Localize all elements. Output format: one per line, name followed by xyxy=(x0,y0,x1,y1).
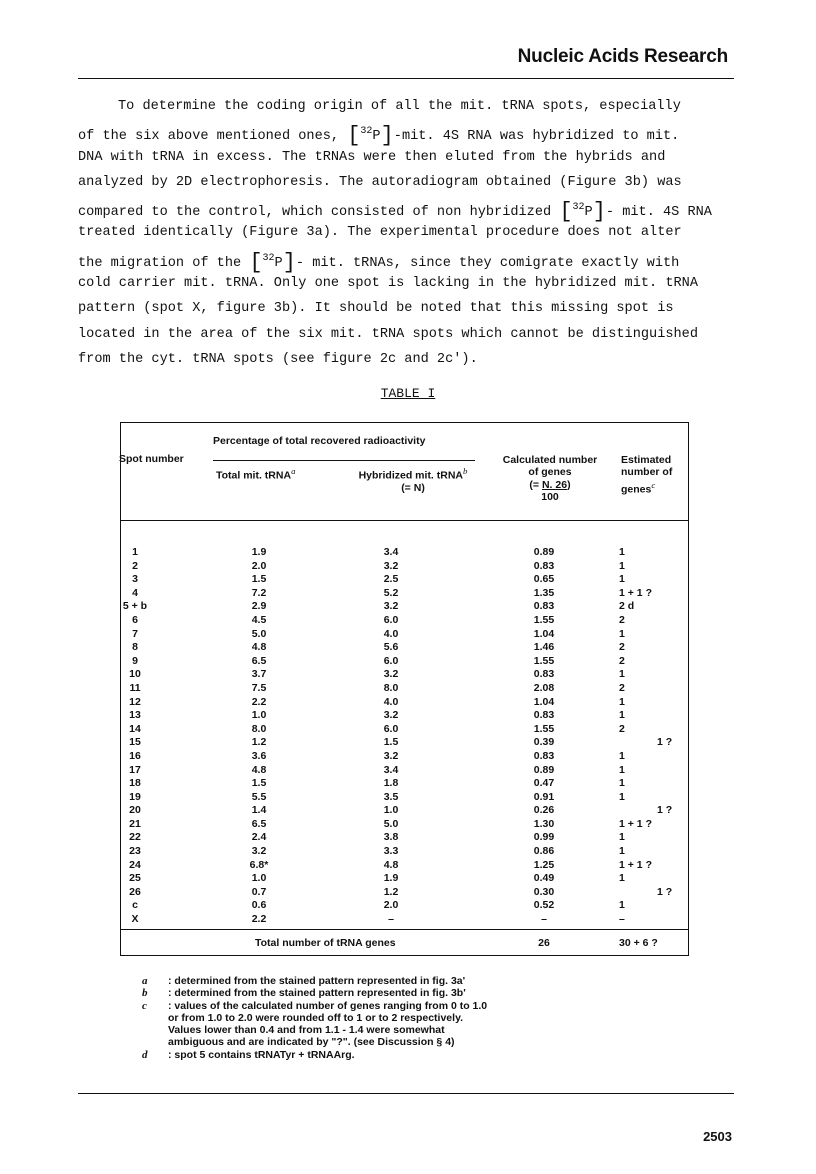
cell-calculated: 0.49 xyxy=(533,872,555,885)
cell-total: 6.5 xyxy=(251,654,267,667)
footer-separator xyxy=(121,929,688,930)
cell-total: 1.2 xyxy=(251,736,267,749)
header-calc-line: of genes xyxy=(528,466,572,479)
cell-hybridized: 6.0 xyxy=(383,613,399,626)
footnote-marker: b xyxy=(463,466,468,476)
text-line: located in the area of the six mit. tRNA spots which cannot be distinguished xyxy=(78,326,698,342)
table-row xyxy=(121,546,688,560)
cell-hybridized: 4.0 xyxy=(383,695,399,708)
cell-calculated: 0.83 xyxy=(533,600,555,613)
table-row xyxy=(121,886,688,900)
footnotes xyxy=(140,975,487,1061)
cell-calculated: 0.83 xyxy=(533,749,555,762)
header-separator xyxy=(121,520,688,521)
isotope-element: P xyxy=(274,255,283,271)
cell-hybridized: 3.2 xyxy=(383,668,399,681)
text-line: pattern (spot X, figure 3b). It should be noted that this missing spot is xyxy=(78,301,674,317)
footnote-text: ambiguous and are indicated by "?". (see Discussion § 4) xyxy=(168,1036,455,1049)
cell-total: 0.7 xyxy=(251,885,267,898)
cell-calculated: 1.55 xyxy=(533,654,555,667)
cell-estimated: 1 xyxy=(619,749,625,762)
table-row xyxy=(121,777,688,791)
isotope-superscript: 32 xyxy=(572,202,585,214)
cell-total: 1.0 xyxy=(251,709,267,722)
table-row xyxy=(121,804,688,818)
cell-calculated: 1.04 xyxy=(533,627,555,640)
footnote xyxy=(140,1024,487,1036)
cell-spot: 26 xyxy=(129,885,141,898)
cell-total: 4.5 xyxy=(251,613,267,626)
cell-spot: 4 xyxy=(132,586,138,599)
cell-hybridized: 8.0 xyxy=(383,681,399,694)
footnote xyxy=(140,1036,487,1048)
cell-estimated: 1 + 1 ? xyxy=(619,817,652,830)
cell-total: 8.0 xyxy=(251,722,267,735)
cell-calculated: 1.55 xyxy=(533,722,555,735)
text-segment: the migration of the xyxy=(78,255,250,271)
header-est-line: Estimated xyxy=(621,454,672,466)
table-row xyxy=(121,641,688,655)
cell-total: 1.5 xyxy=(251,777,267,790)
cell-spot: 10 xyxy=(129,668,141,681)
footnote-key: d xyxy=(142,1048,148,1061)
table-row xyxy=(121,818,688,832)
text-segment: of the six above mentioned ones, xyxy=(78,129,348,145)
table-row xyxy=(121,764,688,778)
cell-spot: 2 xyxy=(132,559,138,572)
cell-calculated: 0.99 xyxy=(533,831,555,844)
cell-total: 5.5 xyxy=(251,790,267,803)
cell-spot: 8 xyxy=(132,641,138,654)
text-line: from the cyt. tRNA spots (see figure 2c and 2c'). xyxy=(78,351,478,367)
footnote xyxy=(140,975,487,987)
header-calc-line: (= xyxy=(529,478,542,491)
cell-estimated: 1 ? xyxy=(657,804,673,817)
cell-hybridized: 5.0 xyxy=(383,817,399,830)
cell-estimated: 2 xyxy=(619,613,625,626)
cell-calculated: 0.91 xyxy=(533,790,555,803)
cell-estimated: 1 xyxy=(619,831,625,844)
cell-total: 2.4 xyxy=(251,831,267,844)
table-row xyxy=(121,587,688,601)
cell-spot: 15 xyxy=(129,736,141,749)
footer-rule xyxy=(78,1093,734,1094)
text-segment: - mit. 4S RNA xyxy=(605,205,712,221)
isotope-element: P xyxy=(584,205,593,221)
cell-spot: 16 xyxy=(129,749,141,762)
table-row xyxy=(121,750,688,764)
cell-total: 3.7 xyxy=(251,668,267,681)
footnote-text: : spot 5 contains tRNATyr + tRNAArg. xyxy=(168,1048,355,1061)
table-row xyxy=(121,723,688,737)
cell-calculated: 0.30 xyxy=(533,885,555,898)
body-paragraph xyxy=(78,94,738,372)
table-row xyxy=(121,736,688,750)
table-caption xyxy=(0,386,816,401)
table-row xyxy=(121,655,688,669)
cell-hybridized: 3.5 xyxy=(383,790,399,803)
bracket-close: ] xyxy=(380,123,394,149)
cell-estimated: 1 xyxy=(619,790,625,803)
text-segment: -mit. 4S RNA was hybridized to mit. xyxy=(393,129,680,145)
footnote-text: : determined from the stained pattern represented in fig. 3a' xyxy=(168,975,466,987)
cell-spot: 21 xyxy=(129,817,141,830)
cell-spot: 11 xyxy=(129,681,141,694)
text-line xyxy=(78,119,738,149)
bracket-close: ] xyxy=(592,199,606,225)
cell-calculated: 0.26 xyxy=(533,804,555,817)
text-segment: compared to the control, which consisted of non hybridized xyxy=(78,205,560,221)
cell-total: 0.6 xyxy=(251,899,267,912)
table-row xyxy=(121,899,688,913)
cell-hybridized: 3.2 xyxy=(383,559,399,572)
cell-hybridized: 5.6 xyxy=(383,641,399,654)
cell-spot: 3 xyxy=(132,573,138,586)
text-line: analyzed by 2D electrophoresis. The autoradiogram obtained (Figure 3b) was xyxy=(78,174,682,190)
cell-spot: 9 xyxy=(132,654,138,667)
cell-spot: 25 xyxy=(129,872,141,885)
cell-estimated: 1 xyxy=(619,627,625,640)
cell-estimated: 1 xyxy=(619,845,625,858)
cell-spot: 19 xyxy=(129,790,141,803)
cell-hybridized: 1.5 xyxy=(383,736,399,749)
cell-calculated: 1.46 xyxy=(533,641,555,654)
cell-estimated: 1 xyxy=(619,899,625,912)
header-spot-number: Spot number xyxy=(119,453,184,465)
table-row xyxy=(121,791,688,805)
cell-calculated: 2.08 xyxy=(533,681,555,694)
footnote xyxy=(140,987,487,999)
header-total-label: Total mit. tRNA xyxy=(216,469,292,482)
cell-spot: 22 xyxy=(129,831,141,844)
footnote-text: Values lower than 0.4 and from 1.1 - 1.4 were somewhat xyxy=(168,1024,445,1037)
cell-hybridized: 4.0 xyxy=(383,627,399,640)
cell-hybridized: 3.3 xyxy=(383,845,399,858)
bracket-open: [ xyxy=(249,249,263,275)
cell-calculated: 0.83 xyxy=(533,559,555,572)
cell-hybridized: 6.0 xyxy=(383,722,399,735)
header-hybrid-sub: (= N) xyxy=(401,481,425,494)
header-percentage: Percentage of total recovered radioactivity xyxy=(213,435,426,447)
text-line: treated identically (Figure 3a). The experimental procedure does not alter xyxy=(78,225,682,241)
cell-total: 5.0 xyxy=(251,627,267,640)
header-est-line: genes xyxy=(621,483,652,496)
text-segment: - mit. tRNAs, since they comigrate exactly with xyxy=(295,255,680,271)
footnote xyxy=(140,1000,487,1012)
cell-calculated: 1.25 xyxy=(533,858,555,871)
cell-spot: 14 xyxy=(129,722,141,735)
cell-calculated: 0.89 xyxy=(533,763,555,776)
header-rule xyxy=(78,78,734,79)
header-hybrid-label: Hybridized mit. tRNA xyxy=(358,469,464,482)
table-row xyxy=(121,573,688,587)
footer-label: Total number of tRNA genes xyxy=(255,937,396,949)
table-row xyxy=(121,628,688,642)
cell-estimated: 1 xyxy=(619,573,625,586)
bracket-close: ] xyxy=(282,249,296,275)
footnote-marker: a xyxy=(291,466,296,476)
table-row xyxy=(121,696,688,710)
text-line: To determine the coding origin of all the mit. tRNA spots, especially xyxy=(118,99,681,114)
table-row xyxy=(121,859,688,873)
cell-estimated: 1 + 1 ? xyxy=(619,586,652,599)
cell-estimated: 1 xyxy=(619,695,625,708)
table-row xyxy=(121,600,688,614)
cell-estimated: 1 xyxy=(619,546,625,558)
cell-estimated: 1 xyxy=(619,763,625,776)
cell-calculated: 0.89 xyxy=(533,546,555,558)
header-calculated-number xyxy=(494,454,606,504)
cell-estimated: 1 ? xyxy=(657,885,673,898)
table-row xyxy=(121,845,688,859)
cell-calculated: 1.35 xyxy=(533,586,555,599)
header-calc-line: ) xyxy=(567,478,571,491)
bracket-open: [ xyxy=(559,199,573,225)
cell-calculated: 0.47 xyxy=(533,777,555,790)
cell-estimated: 2 xyxy=(619,722,625,735)
isotope-superscript: 32 xyxy=(262,252,275,264)
cell-hybridized: 5.2 xyxy=(383,586,399,599)
cell-total: 3.2 xyxy=(251,845,267,858)
cell-estimated: 1 xyxy=(619,872,625,885)
cell-hybridized: 1.2 xyxy=(383,885,399,898)
cell-spot: X xyxy=(131,913,139,926)
cell-hybridized: 3.4 xyxy=(383,763,399,776)
table-row xyxy=(121,682,688,696)
cell-total: 7.5 xyxy=(251,681,267,694)
page-number: 2503 xyxy=(703,1129,732,1144)
footnote-text: or from 1.0 to 2.0 were rounded off to 1 or to 2 respectively. xyxy=(168,1011,464,1024)
footnote-text: : values of the calculated number of genes ranging from 0 to 1.0 xyxy=(168,999,488,1012)
cell-hybridized: 2.0 xyxy=(383,899,399,912)
journal-title: Nucleic Acids Research xyxy=(517,46,728,67)
header-calc-formula: N. 26 xyxy=(541,478,568,491)
cell-estimated: 1 xyxy=(619,709,625,722)
cell-total: 2.2 xyxy=(251,695,267,708)
cell-estimated: 2 xyxy=(619,654,625,667)
cell-hybridized: 3.2 xyxy=(383,709,399,722)
header-estimated-number xyxy=(621,454,672,496)
table-caption-text: TABLE I xyxy=(380,386,436,401)
cell-calculated: 0.39 xyxy=(533,736,555,749)
cell-spot: 13 xyxy=(129,709,141,722)
cell-estimated: – xyxy=(619,913,625,926)
cell-estimated: 2 xyxy=(619,641,625,654)
cell-estimated: 1 + 1 ? xyxy=(619,858,652,871)
header-calc-line: Calculated number xyxy=(502,454,598,466)
cell-spot: c xyxy=(132,899,138,912)
cell-estimated: 1 xyxy=(619,559,625,572)
cell-estimated: 1 xyxy=(619,777,625,790)
cell-total: 3.6 xyxy=(251,749,267,762)
cell-total: 1.9 xyxy=(251,546,267,558)
header-est-line: number of xyxy=(621,466,673,479)
cell-hybridized: 3.2 xyxy=(383,600,399,613)
cell-spot: 12 xyxy=(129,695,141,708)
text-line xyxy=(78,246,738,275)
footer-calc-total: 26 xyxy=(538,937,550,949)
cell-hybridized: 2.5 xyxy=(383,573,399,586)
isotope-element: P xyxy=(372,129,381,145)
cell-total: 1.4 xyxy=(251,804,267,817)
cell-total: 4.8 xyxy=(251,641,267,654)
cell-spot: 24 xyxy=(129,858,141,871)
table-row xyxy=(121,872,688,886)
cell-hybridized: 6.0 xyxy=(383,654,399,667)
cell-total: 6.8* xyxy=(249,858,269,871)
cell-spot: 17 xyxy=(129,763,141,776)
bracket-open: [ xyxy=(347,123,361,149)
cell-calculated: – xyxy=(541,913,547,926)
header-group-rule xyxy=(213,460,475,461)
footer-est-total: 30 + 6 ? xyxy=(619,937,658,949)
cell-estimated: 2 xyxy=(619,681,625,694)
text-line: DNA with tRNA in excess. The tRNAs were then eluted from the hybrids and xyxy=(78,149,666,165)
table-row xyxy=(121,614,688,628)
cell-spot: 23 xyxy=(129,845,141,858)
cell-calculated: 0.83 xyxy=(533,668,555,681)
cell-hybridized: 3.2 xyxy=(383,749,399,762)
table-row xyxy=(121,831,688,845)
table-row xyxy=(121,560,688,574)
footnote-marker: c xyxy=(651,479,656,490)
table-body xyxy=(121,546,688,927)
cell-hybridized: 1.8 xyxy=(383,777,399,790)
footnote xyxy=(140,1049,487,1061)
cell-spot: 5 + b xyxy=(122,600,148,613)
cell-spot: 18 xyxy=(129,777,141,790)
cell-calculated: 0.52 xyxy=(533,899,555,912)
header-total-mit-trna xyxy=(216,466,295,482)
cell-hybridized: 4.8 xyxy=(383,858,399,871)
header-hybridized xyxy=(343,466,483,494)
cell-estimated: 2 d xyxy=(619,600,635,613)
data-table xyxy=(120,422,689,956)
cell-hybridized: 1.0 xyxy=(383,804,399,817)
cell-spot: 20 xyxy=(129,804,141,817)
footnote xyxy=(140,1012,487,1024)
cell-total: 4.8 xyxy=(251,763,267,776)
cell-total: 6.5 xyxy=(251,817,267,830)
cell-calculated: 1.30 xyxy=(533,817,555,830)
cell-total: 2.9 xyxy=(251,600,267,613)
cell-hybridized: 3.8 xyxy=(383,831,399,844)
cell-total: 2.0 xyxy=(251,559,267,572)
footnote-key: b xyxy=(142,987,148,1000)
cell-hybridized: – xyxy=(388,913,394,926)
cell-spot: 1 xyxy=(132,546,138,558)
cell-hybridized: 1.9 xyxy=(383,872,399,885)
table-row xyxy=(121,668,688,682)
cell-total: 2.2 xyxy=(251,913,267,926)
cell-estimated: 1 xyxy=(619,668,625,681)
cell-total: 7.2 xyxy=(251,586,267,599)
cell-spot: 7 xyxy=(132,627,138,640)
cell-calculated: 0.86 xyxy=(533,845,555,858)
footnote-text: : determined from the stained pattern represented in fig. 3b' xyxy=(168,987,466,1000)
cell-spot: 6 xyxy=(132,613,138,626)
cell-calculated: 1.55 xyxy=(533,613,555,626)
text-line: cold carrier mit. tRNA. Only one spot is lacking in the hybridized mit. tRNA xyxy=(78,276,698,292)
cell-estimated: 1 ? xyxy=(657,736,673,749)
footnote-key: a xyxy=(142,975,148,987)
cell-calculated: 0.65 xyxy=(533,573,555,586)
cell-total: 1.5 xyxy=(251,573,267,586)
isotope-superscript: 32 xyxy=(360,126,373,138)
header-calc-line: 100 xyxy=(541,491,559,504)
footnote-key: c xyxy=(142,999,147,1012)
cell-hybridized: 3.4 xyxy=(383,546,399,558)
cell-calculated: 0.83 xyxy=(533,709,555,722)
table-row xyxy=(121,709,688,723)
cell-calculated: 1.04 xyxy=(533,695,555,708)
table-row xyxy=(121,913,688,927)
cell-total: 1.0 xyxy=(251,872,267,885)
text-line xyxy=(78,195,738,225)
